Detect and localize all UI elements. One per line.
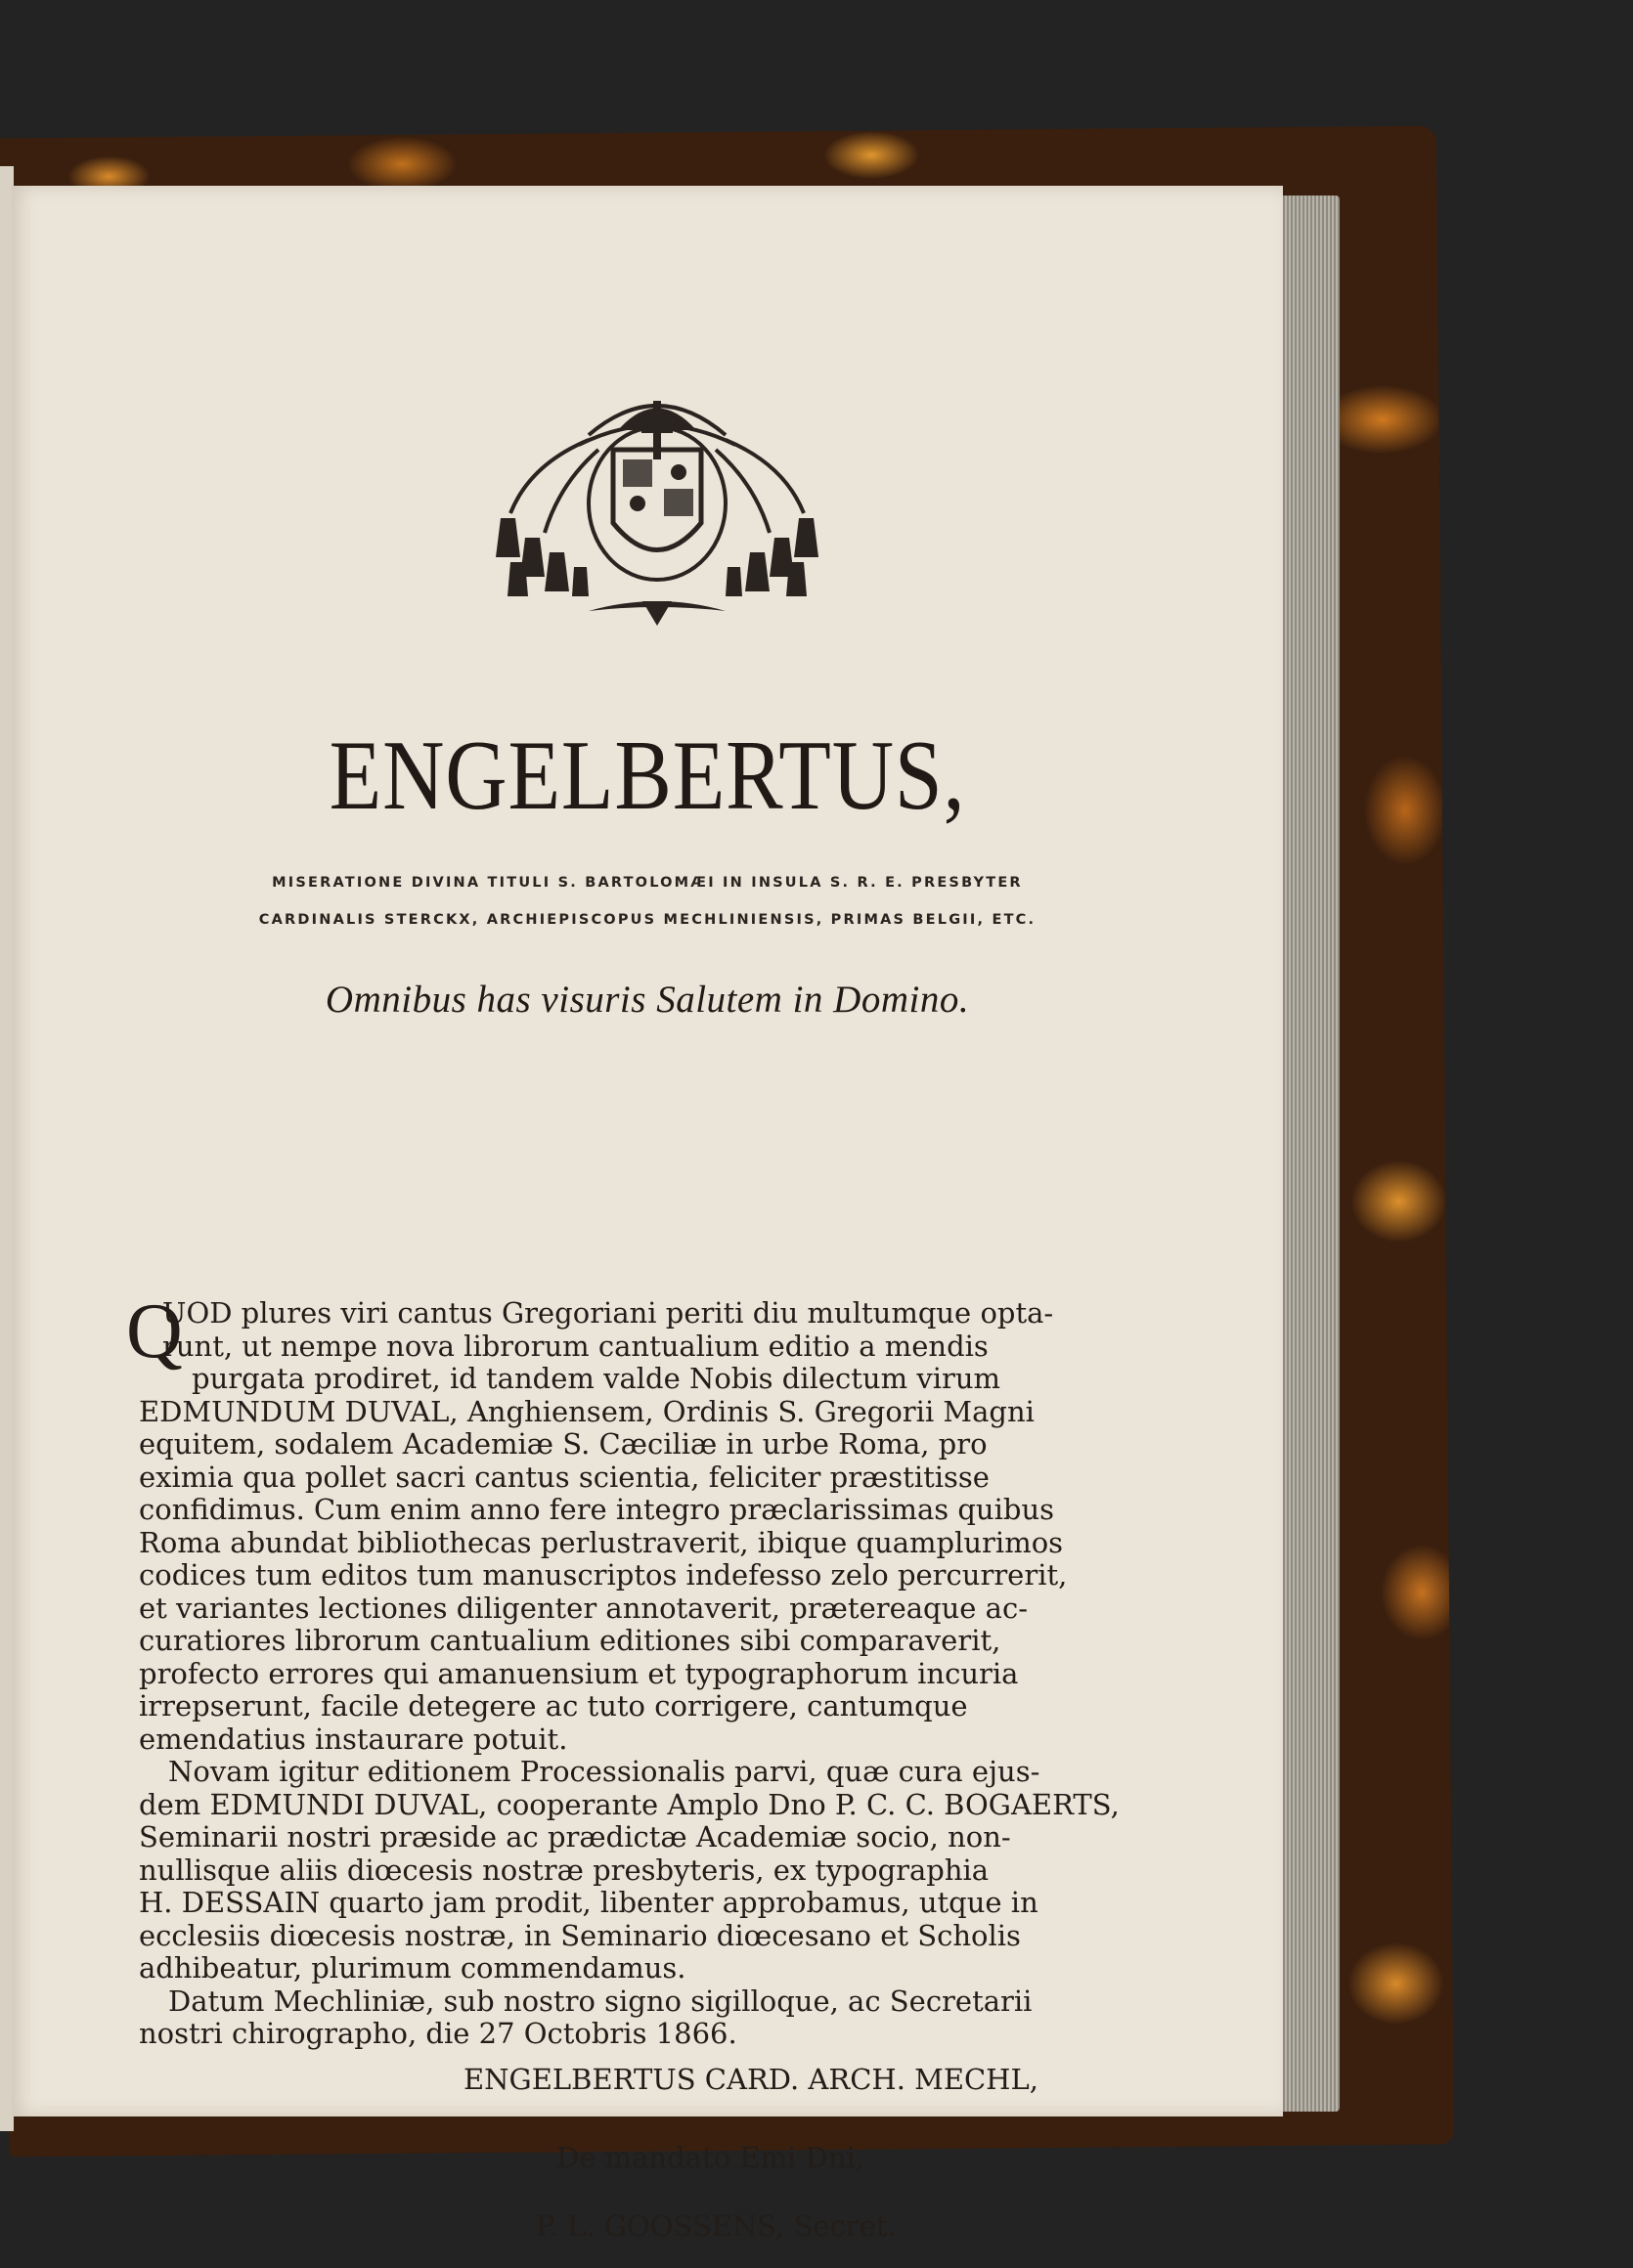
signature-line-3: P. L. GOOSSENS, Secret. — [536, 2209, 897, 2243]
title-subline-1: MISERATIONE DIVINA TITULI S. BARTOLOMÆI IN INSULA S. R. E. PRESBYTER — [272, 875, 1023, 891]
body-line: EDMUNDUM DUVAL, Anghiensem, Ordinis S. Gregorii Magni — [139, 1394, 1035, 1428]
signature-line-2: De mandato Emi Dni, — [556, 2141, 864, 2174]
drop-cap: Q — [126, 1288, 183, 1374]
book-page — [12, 186, 1283, 2243]
body-line: confidimus. Cum enim anno fere integro præclarissimas quibus — [139, 1493, 1055, 1526]
body-line: purgata prodiret, id tandem valde Nobis dilectum virum — [192, 1362, 1001, 1395]
body-line: UOD plures viri cantus Gregoriani periti diu multumque opta- — [162, 1296, 1054, 1330]
body-line: eximia qua pollet sacri cantus scientia, feliciter præstitisse — [139, 1460, 990, 1494]
body-line: codices tum editos tum manuscriptos indefesso zelo percurrerit, — [139, 1558, 1068, 1592]
body-line: emendatius instaurare potuit. — [139, 1722, 568, 1756]
body-line: Datum Mechliniæ, sub nostro signo sigilloque, ac Secretarii — [168, 1984, 1033, 2018]
body-line: equitem, sodalem Academiæ S. Cæciliæ in urbe Roma, pro — [139, 1427, 988, 1461]
body-line: ecclesiis diœcesis nostræ, in Seminario diœcesano et Scholis — [139, 1918, 1021, 1952]
body-line: nostri chirographo, die 27 Octobris 1866. — [139, 2017, 737, 2050]
salutation: Omnibus has visuris Salutem in Domino. — [325, 979, 970, 1021]
body-line: nullisque aliis diœcesis nostræ presbyteris, ex typographia — [139, 1853, 990, 1887]
body-line: Roma abundat bibliothecas perlustraverit, ibique quamplurimos — [139, 1525, 1064, 1559]
page-title: ENGELBERTUS, — [329, 720, 966, 831]
body-line: H. DESSAIN quarto jam prodit, libenter approbamus, utque in — [139, 1886, 1038, 1919]
signature-line-1: ENGELBERTUS CARD. ARCH. MECHL, — [463, 2063, 1038, 2096]
body-line: Novam igitur editionem Processionalis parvi, quæ cura ejus- — [168, 1755, 1040, 1788]
body-line: dem EDMUNDI DUVAL, cooperante Amplo Dno P. C. C. BOGAERTS, — [139, 1787, 1120, 1821]
body-line: Seminarii nostri præside ac prædictæ Academiæ socio, non- — [139, 1820, 1011, 1854]
body-line: adhibeatur, plurimum commendamus. — [139, 1951, 686, 1984]
title-subline-2: CARDINALIS STERCKX, ARCHIEPISCOPUS MECHLINIENSIS, PRIMAS BELGII, ETC. — [258, 912, 1037, 928]
body-line: et variantes lectiones diligenter annotaverit, prætereaque ac- — [139, 1591, 1029, 1625]
body-line: profecto errores qui amanuensium et typographorum incuria — [139, 1656, 1019, 1690]
body-line: runt, ut nempe nova librorum cantualium editio a mendis — [162, 1329, 989, 1363]
coat-of-arms-icon — [471, 376, 843, 631]
body-line: irrepserunt, facile detegere ac tuto corrigere, cantumque — [139, 1689, 968, 1723]
body-line: curatiores librorum cantualium editiones sibi comparaverit, — [139, 1624, 1001, 1657]
